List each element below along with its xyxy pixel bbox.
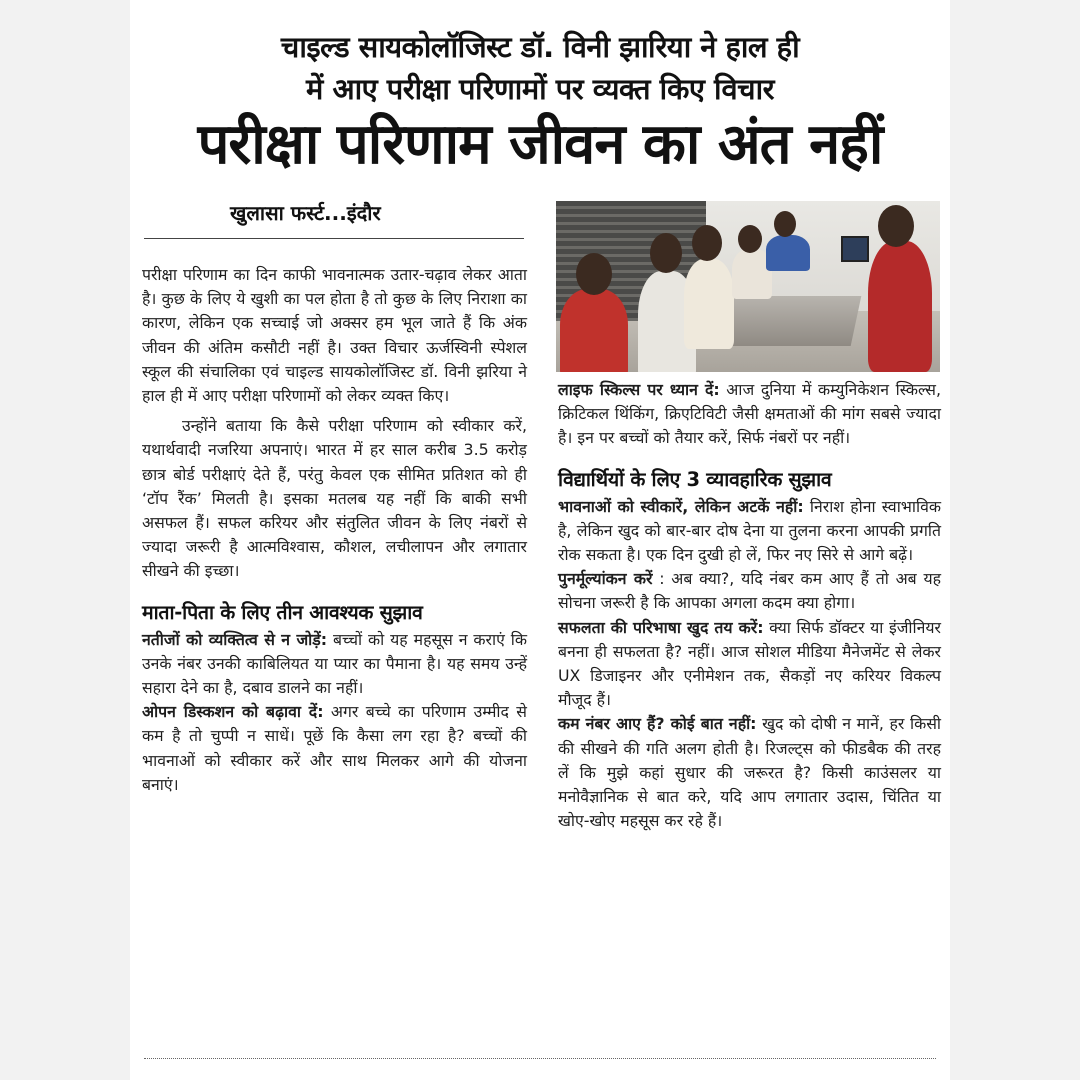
person-3 <box>684 259 734 349</box>
kicker-line-1: चाइल्ड सायकोलॉजिस्ट डॉ. विनी झारिया ने हाल ही <box>280 30 800 64</box>
headline: परीक्षा परिणाम जीवन का अंत नहीं <box>197 112 883 177</box>
parents-tip-2-text: अगर बच्चे का परिणाम उम्मीद से कम है तो चुप्पी न साधें। पूछें कि कैसा लग रहा है? बच्चों की भावनाओं को स्वीकार करें और साथ मिलकर आगे की योजना बनाएं। <box>142 702 527 794</box>
life-skills-paragraph <box>558 378 941 451</box>
dateline-rule <box>144 238 524 239</box>
students-tip-3 <box>558 616 941 713</box>
students-tip-2-text: : अब क्या?, यदि नंबर कम आए हैं तो अब यह सोचना जरूरी है कि आपका अगला कदम क्या होगा। <box>558 569 942 613</box>
article-photo <box>556 201 940 372</box>
students-tip-1-text: निराश होना स्वाभाविक है, लेकिन खुद को बार-बार दोष देना या तुलना करना आपकी प्रगति रोक सकता है। एक दिन दुखी हो लें, फिर नए सिरे से आगे बढ़ें। <box>558 496 941 565</box>
students-tip-1-lead: भावनाओं को स्वीकारें, लेकिन अटकें नहीं: <box>558 496 804 516</box>
students-tip-3-text: क्या सिर्फ डॉक्टर या इंजीनियर बनना ही सफलता है? नहीं। आज सोशल मीडिया मैनेजमेंट से लेकर UX डिजाइनर और एनीमेशन तक, सैकड़ों नए करियर विकल्प मौजूद हैं। <box>558 617 942 710</box>
parents-heading: माता-पिता के लिए तीन आवश्यक सुझाव <box>142 600 423 624</box>
person-3-head <box>692 225 722 261</box>
kicker-line-2: में आए परीक्षा परिणामों पर व्यक्त किए विचार <box>306 72 774 106</box>
students-tip-1 <box>558 495 941 568</box>
parents-tip-2-lead: ओपन डिस्कशन को बढ़ावा दें: <box>142 702 324 722</box>
students-tip-3-lead: सफलता की परिभाषा खुद तय करें: <box>558 617 764 637</box>
life-skills-text: आज दुनिया में कम्युनिकेशन स्किल्स, क्रिटिकल थिंकिंग, क्रिएटिविटी जैसी क्षमताओं की मांग सबसे ज्यादा है। इन पर बच्चों को तैयार करें, सिर्फ नंबरों पर नहीं। <box>558 380 941 448</box>
bottom-rule <box>144 1058 936 1059</box>
parents-tip-1-lead: नतीजों को व्यक्तित्व से न जोड़ें: <box>142 629 328 649</box>
students-heading: विद्यार्थियों के लिए 3 व्यावहारिक सुझाव <box>558 467 832 491</box>
speaker <box>868 241 932 372</box>
newspaper-clipping <box>130 0 950 1080</box>
person-5 <box>766 235 810 271</box>
dateline: खुलासा फर्स्ट...इंदौर <box>230 201 381 225</box>
left-column <box>142 263 527 797</box>
parents-tip-1 <box>142 628 527 701</box>
students-tip-2-lead: पुनर्मूल्यांकन करें <box>558 569 653 589</box>
students-tip-4-lead: कम नंबर आए हैं? कोई बात नहीं: <box>558 714 757 734</box>
right-column <box>558 378 941 833</box>
person-2-head <box>650 233 682 273</box>
person-5-head <box>774 211 796 237</box>
person-1-head <box>576 253 612 295</box>
intro-paragraph-1: परीक्षा परिणाम का दिन काफी भावनात्मक उतार-चढ़ाव लेकर आता है। कुछ के लिए ये खुशी का पल होता है तो कुछ के लिए निराशा का कारण, लेकिन एक सच्चाई जो अक्सर हम भूल जाते हैं कि अंक जीवन की अंतिम कसौटी नहीं है। उक्त विचार ऊर्जस्विनी स्पेशल स्कूल की संचालिका एवं चाइल्ड सायकोलॉजिस्ट डॉ. विनी झरिया ने हाल ही में आए परीक्षा परिणामों को लेकर व्यक्त किए। <box>142 265 527 406</box>
life-skills-lead: लाइफ स्किल्स पर ध्यान दें: <box>558 380 720 399</box>
students-tip-4 <box>558 712 941 833</box>
intro-paragraph-2: उन्होंने बताया कि कैसे परीक्षा परिणाम को स्वीकार करें, यथार्थवादी नजरिया अपनाएं। भारत में हर साल करीब 3.5 करोड़ छात्र बोर्ड परीक्षाएं देते हैं, परंतु केवल एक सीमित प्रतिशत को ही ‘टॉप रैंक’ मिलती है। इसका मतलब यह नहीं कि बाकी सभी असफल हैं। सफल करियर और संतुलित जीवन के लिए नंबरों से ज्यादा जरूरी है आत्मविश्वास, कौशल, लचीलापन और लगातार सीखने की इच्छा। <box>142 416 527 581</box>
students-tip-4-text: खुद को दोषी न मानें, हर किसी की सीखने की गति अलग होती है। रिजल्ट्स को फीडबैक की तरह लें कि मुझे कहां सुधार की जरूरत है? किसी काउंसलर या मनोवैज्ञानिक से बात करे, यदि आप लगातार उदास, चिंतित या खोए-खोए महसूस कर रहे हैं। <box>558 714 941 831</box>
parents-tip-1-text: बच्चों को यह महसूस न कराएं कि उनके नंबर उनकी काबिलियत या प्यार का पैमाना है। यह समय उन्हें सहारा देने का है, दबाव डालने का नहीं। <box>142 629 527 698</box>
person-1 <box>560 289 628 372</box>
person-4-head <box>738 225 762 253</box>
monitor-icon <box>841 236 869 262</box>
speaker-head <box>878 205 914 247</box>
parents-tip-2 <box>142 700 527 797</box>
kicker <box>130 26 950 110</box>
students-tip-2 <box>558 567 941 615</box>
